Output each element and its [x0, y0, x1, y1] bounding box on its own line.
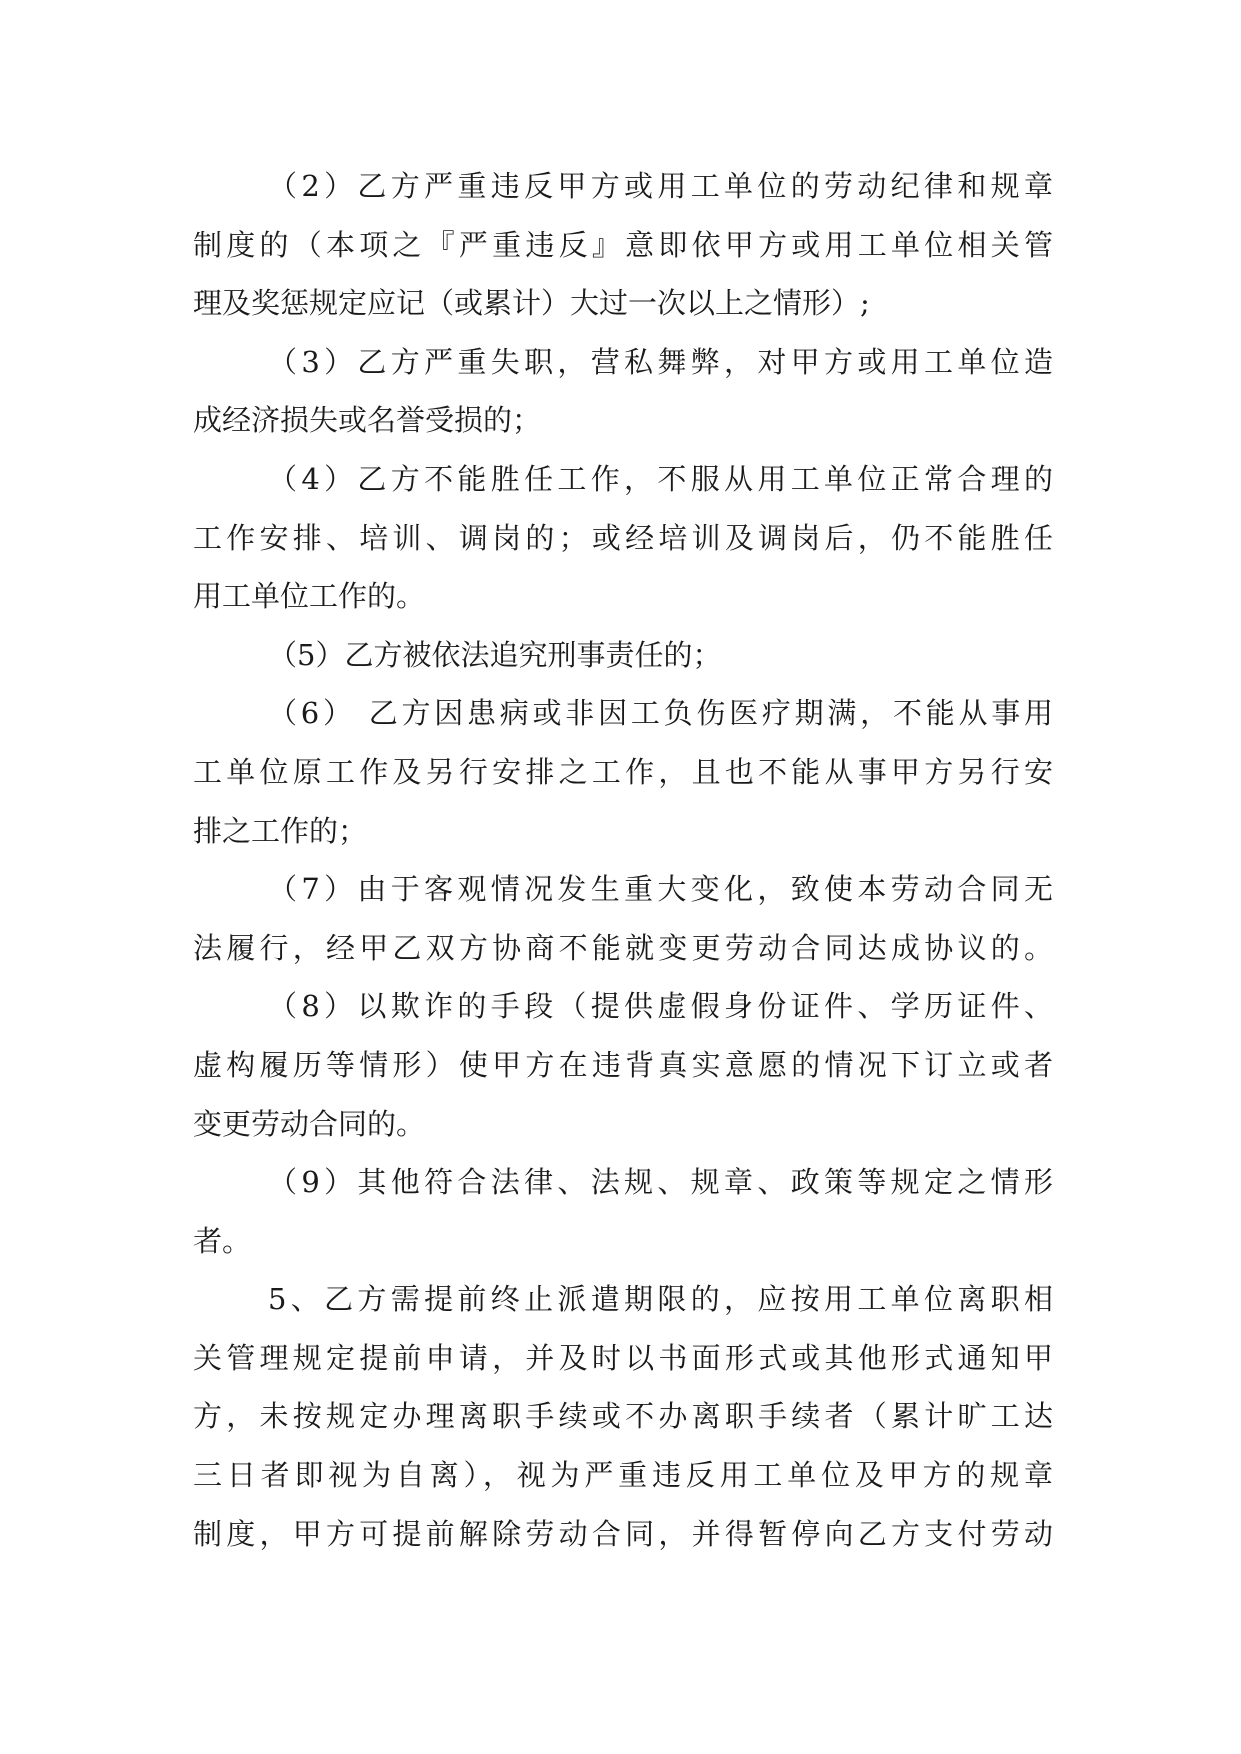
text-line: 制度的（本项之『严重违反』意即依甲方或用工单位相关管: [193, 227, 1053, 262]
text-line: 5、乙方需提前终止派遣期限的，应按用工单位离职相: [268, 1282, 1053, 1317]
contract-body-text: [193, 157, 1053, 1563]
text-line: （7）由于客观情况发生重大变化，致使本劳动合同无: [268, 872, 1053, 907]
text-line: 变更劳动合同的。: [193, 1106, 426, 1141]
text-line: 法履行，经甲乙双方协商不能就变更劳动合同达成协议的。: [193, 930, 1053, 965]
text-line: （2）乙方严重违反甲方或用工单位的劳动纪律和规章: [268, 169, 1053, 203]
text-line: 者。: [193, 1223, 252, 1258]
text-line: 方，未按规定办理离职手续或不办离职手续者（累计旷工达: [193, 1399, 1053, 1434]
text-line: （8）以欺诈的手段（提供虚假身份证件、学历证件、: [268, 989, 1053, 1024]
text-line: 理及奖惩规定应记（或累计）大过一次以上之情形）;: [193, 286, 870, 321]
text-line: （9）其他符合法律、法规、规章、政策等规定之情形: [268, 1165, 1053, 1200]
text-line: 用工单位工作的。: [193, 579, 426, 614]
text-line: 工单位原工作及另行安排之工作，且也不能从事甲方另行安: [193, 754, 1053, 789]
text-line: （3）乙方严重失职，营私舞弊，对甲方或用工单位造: [268, 344, 1053, 379]
text-line: （5）乙方被依法追究刑事责任的；: [268, 637, 722, 672]
text-line: 成经济损失或名誉受损的；: [193, 403, 542, 438]
text-line: 三日者即视为自离），视为严重违反用工单位及甲方的规章: [193, 1458, 1053, 1493]
text-line: （6） 乙方因患病或非因工负伤医疗期满，不能从事用: [268, 696, 1053, 731]
text-line: 虚构履历等情形）使甲方在违背真实意愿的情况下订立或者: [193, 1047, 1053, 1082]
text-line: 工作安排、培训、调岗的；或经培训及调岗后，仍不能胜任: [193, 520, 1053, 555]
text-line: 制度，甲方可提前解除劳动合同，并得暂停向乙方支付劳动: [193, 1516, 1053, 1551]
text-line: （4）乙方不能胜任工作，不服从用工单位正常合理的: [268, 461, 1053, 496]
text-line: 关管理规定提前申请，并及时以书面形式或其他形式通知甲: [193, 1340, 1053, 1375]
text-line: 排之工作的；: [193, 813, 368, 848]
